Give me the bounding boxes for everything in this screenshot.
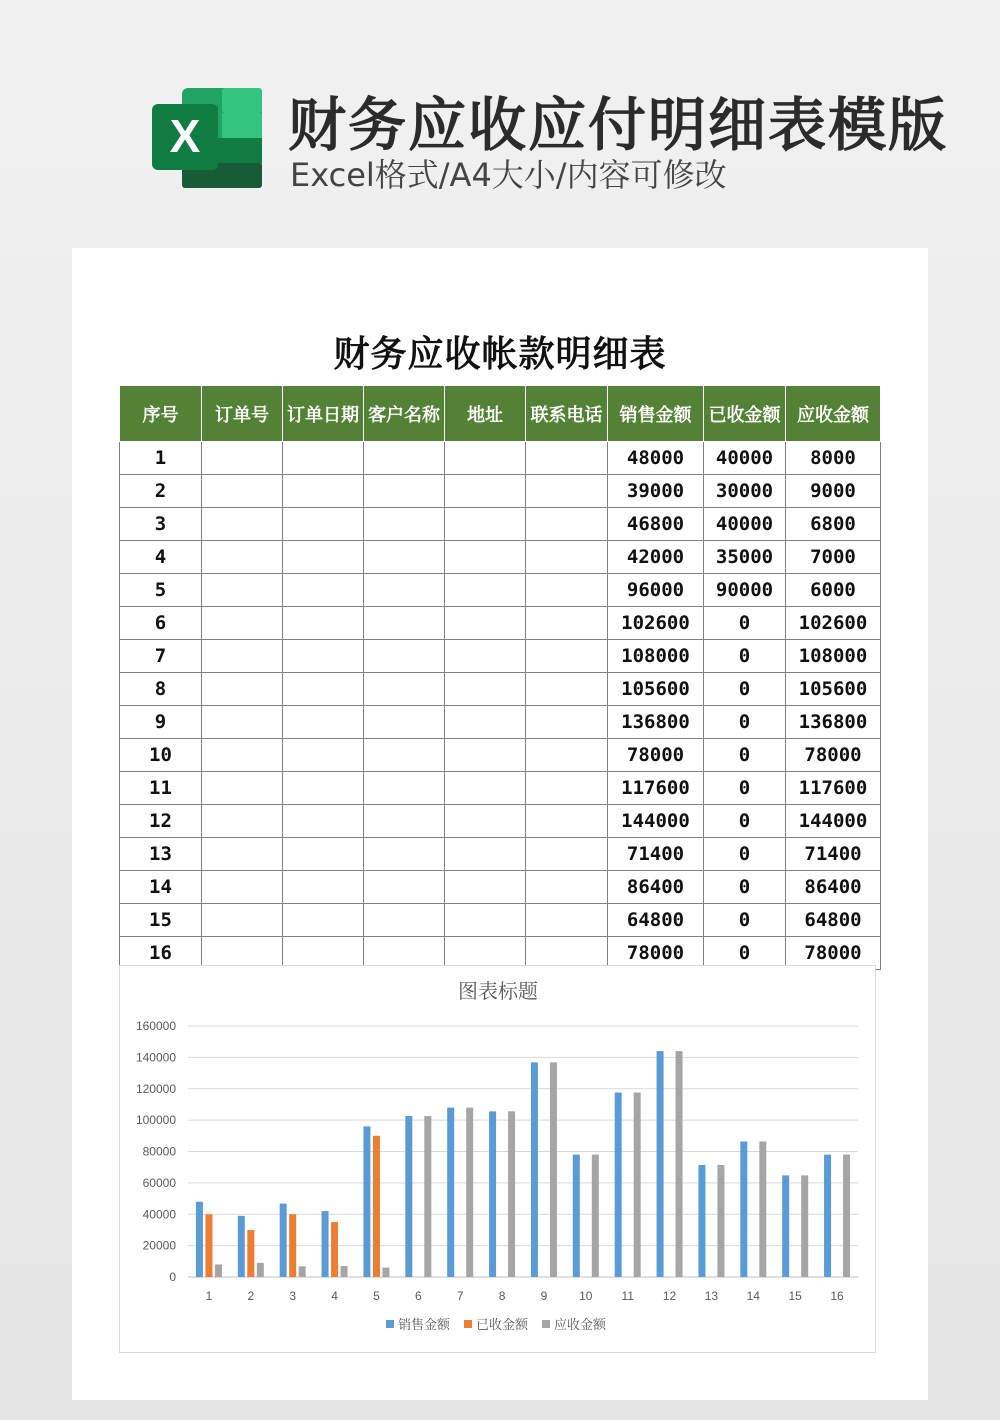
table-cell[interactable] <box>445 739 526 772</box>
table-cell[interactable] <box>202 673 283 706</box>
col-header[interactable]: 已收金额 <box>704 386 786 442</box>
table-cell[interactable] <box>445 475 526 508</box>
table-row <box>120 442 881 475</box>
table-cell[interactable]: 86400 <box>608 871 704 904</box>
table-cell[interactable]: 0 <box>704 871 786 904</box>
col-header[interactable]: 订单号 <box>202 386 283 442</box>
table-cell[interactable] <box>202 508 283 541</box>
bar-1-6 <box>405 1116 412 1277</box>
table-cell[interactable] <box>364 475 445 508</box>
table-cell[interactable] <box>283 904 364 937</box>
bar-1-12 <box>657 1051 664 1277</box>
table-cell[interactable] <box>445 442 526 475</box>
legend-swatch <box>386 1320 394 1328</box>
table-cell[interactable] <box>283 838 364 871</box>
table-cell[interactable]: 9 <box>120 706 202 739</box>
bar-1-7 <box>447 1108 454 1277</box>
table-cell[interactable] <box>202 838 283 871</box>
table-cell[interactable] <box>526 607 608 640</box>
table-cell[interactable]: 6800 <box>786 508 881 541</box>
bar-3-5 <box>382 1268 389 1277</box>
table-row <box>120 574 881 607</box>
table-cell[interactable]: 0 <box>704 739 786 772</box>
table-cell[interactable]: 0 <box>704 904 786 937</box>
table-cell[interactable] <box>283 871 364 904</box>
bar-3-10 <box>592 1155 599 1277</box>
bar-1-14 <box>740 1141 747 1277</box>
table-cell[interactable] <box>526 706 608 739</box>
bar-3-15 <box>801 1175 808 1277</box>
table-cell[interactable]: 4 <box>120 541 202 574</box>
bar-3-16 <box>843 1155 850 1277</box>
table-cell[interactable]: 10 <box>120 739 202 772</box>
table-cell[interactable] <box>364 772 445 805</box>
table-cell[interactable]: 39000 <box>608 475 704 508</box>
table-cell[interactable]: 7 <box>120 640 202 673</box>
table-cell[interactable]: 64800 <box>786 904 881 937</box>
table-cell[interactable] <box>445 904 526 937</box>
x-tick-label: 2 <box>247 1289 255 1303</box>
table-cell[interactable]: 78000 <box>608 739 704 772</box>
bar-3-3 <box>299 1266 306 1277</box>
bar-3-9 <box>550 1062 557 1277</box>
table-cell[interactable] <box>283 508 364 541</box>
table-cell[interactable]: 9000 <box>786 475 881 508</box>
bar-chart[interactable] <box>119 965 876 1353</box>
table-row <box>120 673 881 706</box>
table-cell[interactable]: 96000 <box>608 574 704 607</box>
bar-1-1 <box>196 1202 203 1277</box>
table-cell[interactable]: 42000 <box>608 541 704 574</box>
legend-label: 应收金额 <box>554 1318 607 1333</box>
table-cell[interactable]: 2 <box>120 475 202 508</box>
table-cell[interactable] <box>283 574 364 607</box>
bar-3-13 <box>717 1165 724 1277</box>
table-row <box>120 838 881 871</box>
table-cell[interactable] <box>445 607 526 640</box>
table-cell[interactable]: 0 <box>704 607 786 640</box>
table-cell[interactable]: 117600 <box>786 772 881 805</box>
table-cell[interactable]: 3 <box>120 508 202 541</box>
table-cell[interactable]: 0 <box>704 706 786 739</box>
detail-table <box>119 385 881 970</box>
table-cell[interactable]: 40000 <box>704 442 786 475</box>
bar-2-1 <box>205 1214 212 1277</box>
table-row <box>120 772 881 805</box>
table-cell[interactable] <box>202 475 283 508</box>
bar-1-2 <box>238 1216 245 1277</box>
table-cell[interactable] <box>445 772 526 805</box>
table-cell[interactable]: 90000 <box>704 574 786 607</box>
table-cell[interactable] <box>445 640 526 673</box>
table-cell[interactable]: 0 <box>704 805 786 838</box>
table-cell[interactable] <box>364 739 445 772</box>
table-cell[interactable] <box>202 607 283 640</box>
table-cell[interactable] <box>202 871 283 904</box>
table-cell[interactable] <box>202 541 283 574</box>
table-row <box>120 541 881 574</box>
table-cell[interactable]: 40000 <box>704 508 786 541</box>
bar-3-7 <box>466 1108 473 1277</box>
table-cell[interactable] <box>364 574 445 607</box>
table-cell[interactable]: 78000 <box>786 937 881 970</box>
col-header[interactable]: 订单日期 <box>283 386 364 442</box>
table-cell[interactable] <box>364 871 445 904</box>
x-tick-label: 13 <box>704 1289 719 1303</box>
table-cell[interactable] <box>445 541 526 574</box>
table-cell[interactable] <box>364 805 445 838</box>
table-cell[interactable]: 8000 <box>786 442 881 475</box>
chart-title: 图表标题 <box>458 979 538 1003</box>
y-tick-label: 60000 <box>142 1175 176 1190</box>
bar-1-16 <box>824 1155 831 1277</box>
table-cell[interactable] <box>364 706 445 739</box>
y-tick-label: 160000 <box>135 1019 176 1033</box>
y-tick-label: 100000 <box>135 1113 176 1128</box>
table-cell[interactable] <box>202 706 283 739</box>
table-cell[interactable] <box>283 805 364 838</box>
table-cell[interactable]: 64800 <box>608 904 704 937</box>
table-cell[interactable]: 46800 <box>608 508 704 541</box>
x-tick-label: 5 <box>373 1289 380 1303</box>
table-cell[interactable] <box>202 772 283 805</box>
table-cell[interactable] <box>526 508 608 541</box>
bar-1-9 <box>531 1062 538 1277</box>
table-row <box>120 607 881 640</box>
x-tick-label: 6 <box>414 1289 422 1303</box>
x-tick-label: 10 <box>579 1289 593 1303</box>
table-cell[interactable]: 105600 <box>786 673 881 706</box>
table-cell[interactable]: 105600 <box>608 673 704 706</box>
chart-canvas <box>120 966 877 1354</box>
y-tick-label: 140000 <box>135 1050 176 1065</box>
table-cell[interactable]: 0 <box>704 937 786 970</box>
bar-3-2 <box>257 1263 264 1277</box>
table-cell[interactable] <box>445 673 526 706</box>
table-cell[interactable] <box>283 640 364 673</box>
table-cell[interactable] <box>283 772 364 805</box>
table-cell[interactable] <box>202 904 283 937</box>
bar-1-8 <box>489 1111 496 1277</box>
table-cell[interactable]: 136800 <box>608 706 704 739</box>
table-cell[interactable]: 0 <box>704 772 786 805</box>
table-cell[interactable] <box>202 805 283 838</box>
col-header[interactable]: 联系电话 <box>526 386 608 442</box>
table-cell[interactable] <box>283 739 364 772</box>
table-cell[interactable] <box>526 838 608 871</box>
table-row <box>120 871 881 904</box>
x-tick-label: 14 <box>746 1289 760 1303</box>
table-cell[interactable]: 0 <box>704 673 786 706</box>
legend-swatch <box>464 1320 472 1328</box>
col-header[interactable]: 客户名称 <box>364 386 445 442</box>
table-cell[interactable]: 13 <box>120 838 202 871</box>
legend-label: 销售金额 <box>398 1318 451 1333</box>
table-row <box>120 475 881 508</box>
table-cell[interactable] <box>283 673 364 706</box>
table-cell[interactable] <box>202 640 283 673</box>
table-cell[interactable] <box>283 607 364 640</box>
table-cell[interactable] <box>445 706 526 739</box>
table-row <box>120 706 881 739</box>
table-header-row <box>120 386 881 442</box>
sheet-title: 财务应收帐款明细表 <box>333 334 667 375</box>
table-cell[interactable] <box>445 838 526 871</box>
bar-3-4 <box>341 1266 348 1277</box>
table-row <box>120 904 881 937</box>
col-header[interactable]: 序号 <box>120 386 202 442</box>
table-cell[interactable]: 6 <box>120 607 202 640</box>
table-cell[interactable] <box>364 541 445 574</box>
table-cell[interactable] <box>283 706 364 739</box>
y-tick-label: 0 <box>169 1270 176 1284</box>
table-cell[interactable] <box>445 574 526 607</box>
bar-3-14 <box>759 1141 766 1277</box>
y-tick-label: 40000 <box>142 1207 176 1222</box>
bar-3-6 <box>424 1116 431 1277</box>
table-cell[interactable]: 86400 <box>786 871 881 904</box>
table-cell[interactable]: 48000 <box>608 442 704 475</box>
table-row <box>120 805 881 838</box>
table-cell[interactable]: 144000 <box>786 805 881 838</box>
page-subtitle: Excel格式/A4大小/内容可修改 <box>290 156 727 194</box>
table-cell[interactable] <box>526 442 608 475</box>
table-cell[interactable]: 15 <box>120 904 202 937</box>
table-cell[interactable]: 144000 <box>608 805 704 838</box>
table-cell[interactable] <box>202 574 283 607</box>
table-cell[interactable] <box>364 607 445 640</box>
bar-2-4 <box>331 1222 338 1277</box>
bar-1-15 <box>782 1175 789 1277</box>
table-cell[interactable] <box>526 739 608 772</box>
table-cell[interactable]: 30000 <box>704 475 786 508</box>
excel-logo-icon <box>152 86 264 190</box>
bar-2-5 <box>373 1136 380 1277</box>
x-tick-label: 7 <box>456 1289 464 1303</box>
table-cell[interactable] <box>526 574 608 607</box>
table-cell[interactable]: 6000 <box>786 574 881 607</box>
table-cell[interactable] <box>364 640 445 673</box>
table-cell[interactable] <box>364 508 445 541</box>
y-tick-label: 20000 <box>142 1238 176 1253</box>
table-cell[interactable]: 11 <box>120 772 202 805</box>
table-cell[interactable] <box>364 673 445 706</box>
y-tick-label: 80000 <box>142 1144 176 1159</box>
x-tick-label: 4 <box>331 1289 338 1303</box>
table-cell[interactable] <box>202 739 283 772</box>
col-header[interactable]: 地址 <box>445 386 526 442</box>
document-page <box>72 248 928 1400</box>
table-cell[interactable] <box>526 673 608 706</box>
bar-3-12 <box>676 1051 683 1277</box>
table-cell[interactable] <box>283 442 364 475</box>
col-header[interactable]: 应收金额 <box>786 386 881 442</box>
table-cell[interactable]: 108000 <box>608 640 704 673</box>
table-cell[interactable]: 102600 <box>786 607 881 640</box>
table-cell[interactable]: 14 <box>120 871 202 904</box>
bar-2-3 <box>289 1214 296 1277</box>
table-cell[interactable]: 0 <box>704 640 786 673</box>
table-row <box>120 739 881 772</box>
x-tick-label: 1 <box>205 1289 213 1303</box>
table-cell[interactable]: 71400 <box>786 838 881 871</box>
table-cell[interactable] <box>445 871 526 904</box>
table-cell[interactable] <box>526 904 608 937</box>
table-cell[interactable] <box>283 541 364 574</box>
table-cell[interactable] <box>364 904 445 937</box>
x-tick-label: 12 <box>662 1289 677 1303</box>
bar-1-11 <box>615 1093 622 1277</box>
bar-3-1 <box>215 1264 222 1277</box>
x-tick-label: 15 <box>788 1289 802 1303</box>
bar-1-10 <box>573 1155 580 1277</box>
table-cell[interactable]: 0 <box>704 838 786 871</box>
table-cell[interactable] <box>526 475 608 508</box>
table-cell[interactable] <box>526 541 608 574</box>
table-cell[interactable]: 108000 <box>786 640 881 673</box>
table-row <box>120 508 881 541</box>
bar-1-4 <box>322 1211 329 1277</box>
table-cell[interactable]: 78000 <box>786 739 881 772</box>
bar-3-11 <box>634 1093 641 1277</box>
x-tick-label: 3 <box>289 1289 297 1303</box>
table-cell[interactable] <box>364 838 445 871</box>
bar-1-3 <box>280 1204 287 1277</box>
bar-2-2 <box>247 1230 254 1277</box>
table-cell[interactable] <box>202 442 283 475</box>
table-cell[interactable]: 136800 <box>786 706 881 739</box>
x-tick-label: 9 <box>540 1289 548 1303</box>
table-cell[interactable] <box>364 442 445 475</box>
table-cell[interactable] <box>526 871 608 904</box>
table-cell[interactable]: 71400 <box>608 838 704 871</box>
bar-1-13 <box>698 1165 705 1277</box>
excel-logo-letter: X <box>169 110 201 162</box>
legend-swatch <box>542 1320 550 1328</box>
y-tick-label: 120000 <box>135 1081 176 1096</box>
bar-1-5 <box>363 1126 370 1277</box>
x-tick-label: 16 <box>830 1289 844 1303</box>
table-cell[interactable] <box>445 508 526 541</box>
table-row <box>120 640 881 673</box>
table-cell[interactable]: 1 <box>120 442 202 475</box>
table-cell[interactable]: 102600 <box>608 607 704 640</box>
table-cell[interactable]: 16 <box>120 937 202 970</box>
bar-3-8 <box>508 1111 515 1277</box>
legend-label: 已收金额 <box>476 1318 529 1333</box>
col-header[interactable]: 销售金额 <box>608 386 704 442</box>
table-cell[interactable]: 78000 <box>608 937 704 970</box>
table-cell[interactable] <box>526 640 608 673</box>
table-cell[interactable]: 117600 <box>608 772 704 805</box>
table-cell[interactable]: 5 <box>120 574 202 607</box>
table-cell[interactable] <box>526 772 608 805</box>
table-cell[interactable]: 12 <box>120 805 202 838</box>
table-cell[interactable]: 7000 <box>786 541 881 574</box>
table-cell[interactable] <box>445 805 526 838</box>
page-title: 财务应收应付明细表模版 <box>288 91 949 159</box>
table-cell[interactable]: 8 <box>120 673 202 706</box>
table-cell[interactable] <box>283 475 364 508</box>
table-cell[interactable]: 35000 <box>704 541 786 574</box>
x-tick-label: 8 <box>498 1289 506 1303</box>
table-cell[interactable] <box>526 805 608 838</box>
x-tick-label: 11 <box>621 1289 634 1303</box>
